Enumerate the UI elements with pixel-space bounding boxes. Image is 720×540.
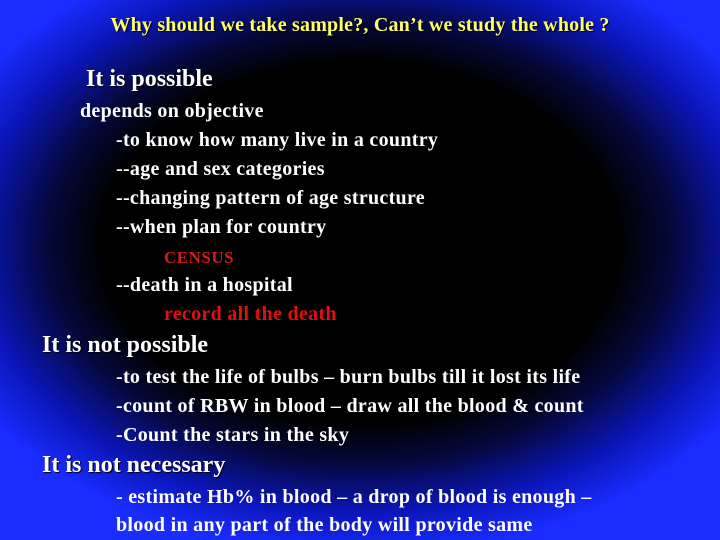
heading-it-is-possible: It is possible	[86, 66, 213, 92]
possible-line-plan: --when plan for country	[116, 216, 327, 238]
possible-line-objective: depends on objective	[80, 100, 264, 122]
census-label: CENSUS	[164, 248, 235, 267]
possible-line-age-sex: --age and sex categories	[116, 158, 325, 180]
possible-line-hospital: --death in a hospital	[116, 274, 293, 296]
not-possible-line-bulbs: -to test the life of bulbs – burn bulbs till it lost its life	[116, 366, 581, 388]
possible-line-age-structure: --changing pattern of age structure	[116, 187, 425, 209]
possible-line-live-count: -to know how many live in a country	[116, 129, 439, 151]
record-death-label: record all the death	[164, 303, 337, 325]
not-necessary-line-hb: - estimate Hb% in blood – a drop of blood is enough –	[116, 486, 592, 508]
slide-title: Why should we take sample?, Can’t we study the whole ?	[110, 14, 610, 36]
heading-it-is-not-possible: It is not possible	[42, 332, 209, 358]
not-possible-line-stars: -Count the stars in the sky	[116, 424, 350, 446]
not-possible-line-rbw: -count of RBW in blood – draw all the blood & count	[116, 395, 584, 417]
not-necessary-line-body: blood in any part of the body will provide same	[116, 514, 533, 536]
heading-it-is-not-necessary: It is not necessary	[42, 452, 226, 478]
